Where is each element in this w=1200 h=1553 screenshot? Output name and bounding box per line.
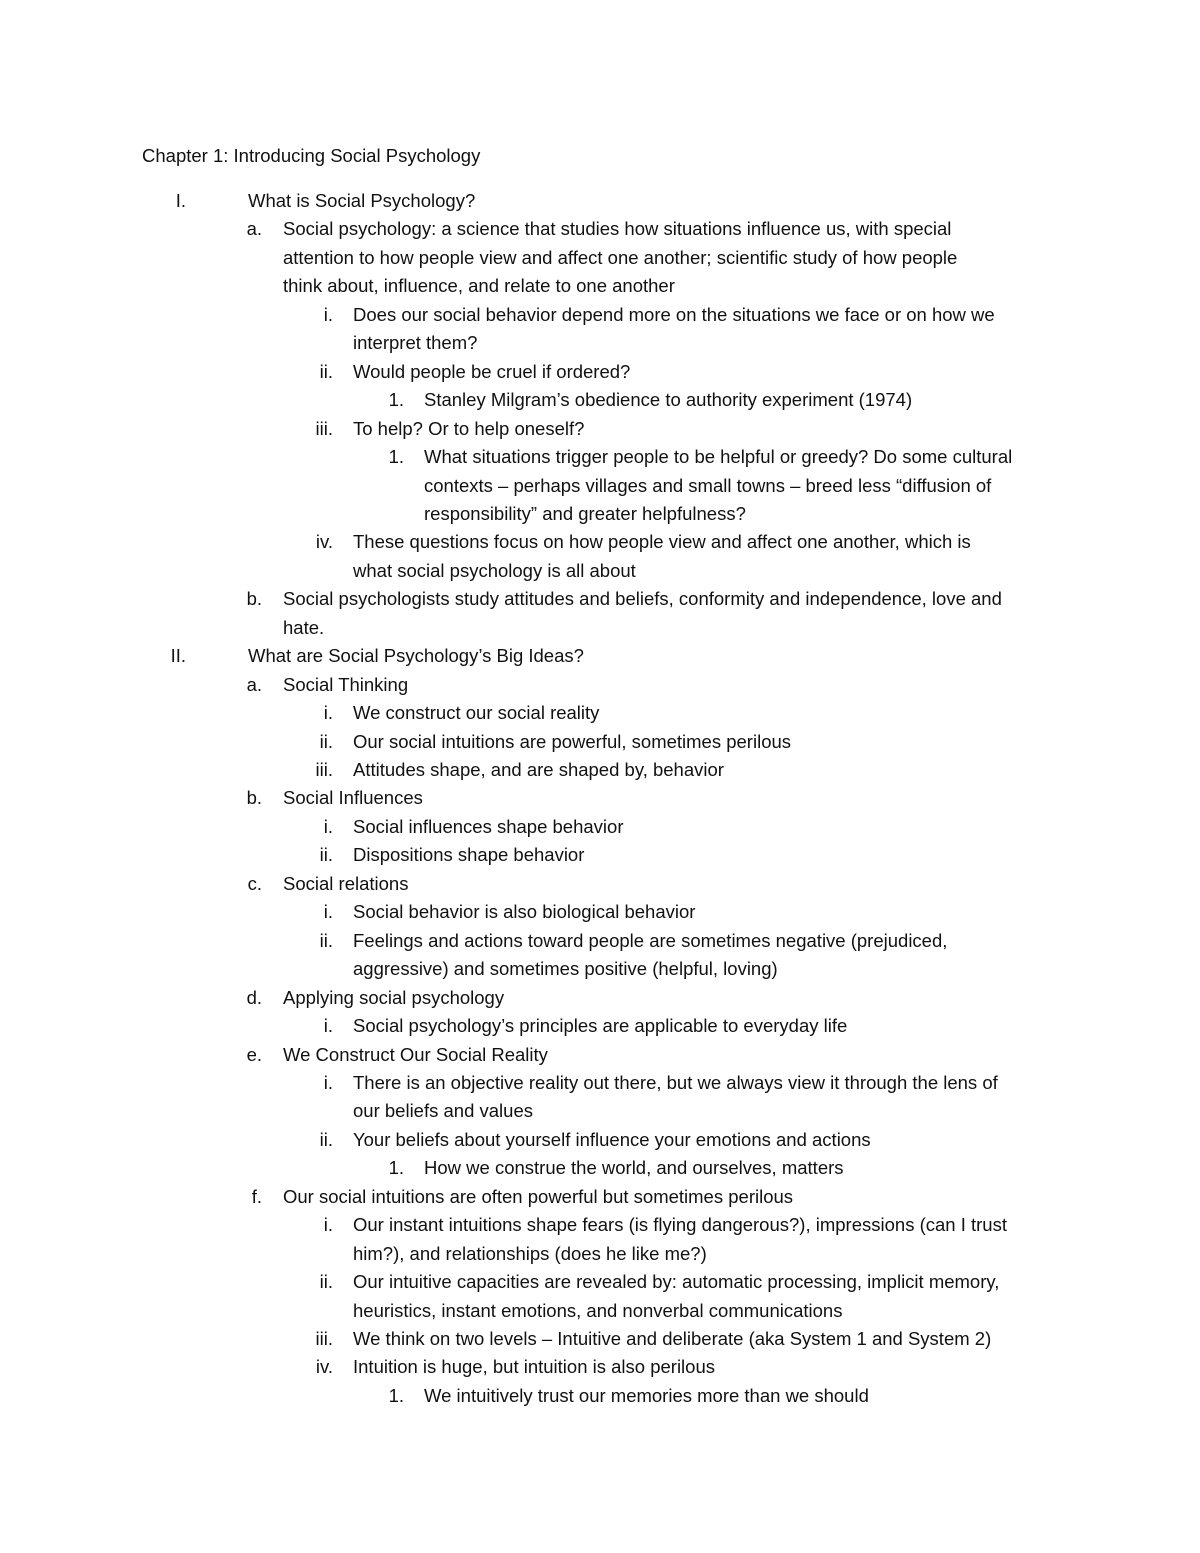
outline-line-text: Feelings and actions toward people are sometimes negative (prejudiced, (353, 929, 948, 951)
outline-line-text: What are Social Psychology’s Big Ideas? (248, 645, 584, 667)
outline-marker: a. (246, 673, 262, 695)
outline-line-text: We intuitively trust our memories more than we should (424, 1384, 869, 1406)
outline-line-text: Stanley Milgram’s obedience to authority experiment (1974) (424, 389, 913, 411)
outline-marker: 1. (388, 1384, 404, 1406)
outline-line-text: To help? Or to help oneself? (353, 417, 585, 439)
outline-marker: i. (323, 702, 333, 724)
chapter-title: Chapter 1: Introducing Social Psychology (142, 145, 481, 166)
outline-line-text: responsibility” and greater helpfulness? (424, 502, 746, 524)
outline-marker: ii. (319, 1271, 333, 1293)
outline-line-text: Social psychologists study attitudes and beliefs, conformity and independence, love and (283, 588, 1002, 610)
outline-marker: b. (246, 588, 262, 610)
outline-line-text: Social psychology: a science that studies how situations influence us, with special (283, 218, 952, 240)
outline-line-text: These questions focus on how people view and affect one another, which is (353, 531, 971, 553)
outline-marker: 1. (388, 1157, 404, 1179)
outline-marker: iii. (315, 759, 333, 780)
outline-marker: ii. (319, 1128, 333, 1150)
outline-marker: d. (246, 986, 262, 1008)
outline-marker: i. (323, 901, 333, 923)
outline-line-text: Social relations (283, 872, 409, 894)
outline-line-text: Social psychology’s principles are applicable to everyday life (353, 1015, 848, 1037)
outline-line-text: Attitudes shape, and are shaped by, behavior (353, 759, 724, 780)
outline-line-text: Intuition is huge, but intuition is also perilous (353, 1356, 715, 1378)
outline-line-text: think about, influence, and relate to one another (283, 275, 675, 297)
outline-marker: ii. (319, 929, 333, 951)
outline-line-text: How we construe the world, and ourselves, matters (424, 1157, 844, 1179)
outline-line-text: Our social intuitions are often powerful but sometimes perilous (283, 1185, 794, 1207)
outline-marker: e. (246, 1043, 262, 1065)
outline-marker: a. (246, 218, 262, 240)
outline-line-text: heuristics, instant emotions, and nonverbal communications (353, 1299, 843, 1321)
outline-line-text: There is an objective reality out there, but we always view it through the lens of (353, 1071, 998, 1093)
outline-line-text: What situations trigger people to be helpful or greedy? Do some cultural (424, 446, 1013, 468)
outline-line-text: Our intuitive capacities are revealed by: automatic processing, implicit memory, (353, 1271, 1000, 1293)
outline-marker: I. (175, 190, 186, 211)
outline-line-text: contexts – perhaps villages and small towns – breed less “diffusion of (424, 474, 992, 496)
outline-marker: iii. (315, 1328, 333, 1349)
outline-line-text: what social psychology is all about (353, 559, 636, 581)
outline-line-text: Our social intuitions are powerful, sometimes perilous (353, 730, 792, 752)
outline-line-text: Applying social psychology (283, 986, 505, 1008)
outline-line-text: Social behavior is also biological behavior (353, 901, 696, 923)
outline-line-text: Would people be cruel if ordered? (353, 360, 631, 382)
outline-marker: II. (170, 645, 186, 667)
outline-marker: i. (323, 303, 333, 325)
outline-marker: i. (323, 1071, 333, 1093)
outline-line-text: Social Thinking (283, 673, 409, 695)
outline-line-text: We Construct Our Social Reality (283, 1043, 548, 1065)
outline-marker: iv. (315, 1356, 333, 1378)
outline-marker: i. (323, 815, 333, 837)
outline-line-text: Social Influences (283, 787, 423, 809)
outline-marker: f. (251, 1185, 262, 1207)
outline-marker: iii. (315, 417, 333, 439)
outline-line-text: What is Social Psychology? (248, 190, 476, 211)
outline-line-text: We construct our social reality (353, 702, 600, 724)
outline-marker: 1. (388, 389, 404, 411)
outline-marker: b. (246, 787, 262, 809)
outline-line-text: We think on two levels – Intuitive and deliberate (aka System 1 and System 2) (353, 1328, 992, 1349)
outline-marker: ii. (319, 730, 333, 752)
outline-marker: ii. (319, 844, 333, 866)
outline-marker: iv. (315, 531, 333, 553)
outline-line-text: hate. (283, 616, 325, 638)
outline-line-text: attention to how people view and affect one another; scientific study of how people (283, 246, 958, 268)
outline-line-text: Our instant intuitions shape fears (is flying dangerous?), impressions (can I trust (353, 1214, 1007, 1236)
outline-line-text: aggressive) and sometimes positive (helpful, loving) (353, 958, 778, 980)
outline-line-text: Your beliefs about yourself influence your emotions and actions (353, 1128, 871, 1150)
outline-marker: ii. (319, 360, 333, 382)
outline-line-text: Social influences shape behavior (353, 815, 624, 837)
outline-marker: i. (323, 1015, 333, 1037)
outline-line-text: interpret them? (353, 332, 478, 354)
outline-marker: c. (247, 872, 262, 894)
outline-line-text: him?), and relationships (does he like me?) (353, 1242, 707, 1264)
outline-marker: 1. (388, 446, 404, 468)
outline-line-text: our beliefs and values (353, 1100, 533, 1122)
outline-line-text: Does our social behavior depend more on the situations we face or on how we (353, 303, 995, 325)
outline-line-text: Dispositions shape behavior (353, 844, 585, 866)
outline-marker: i. (323, 1214, 333, 1236)
